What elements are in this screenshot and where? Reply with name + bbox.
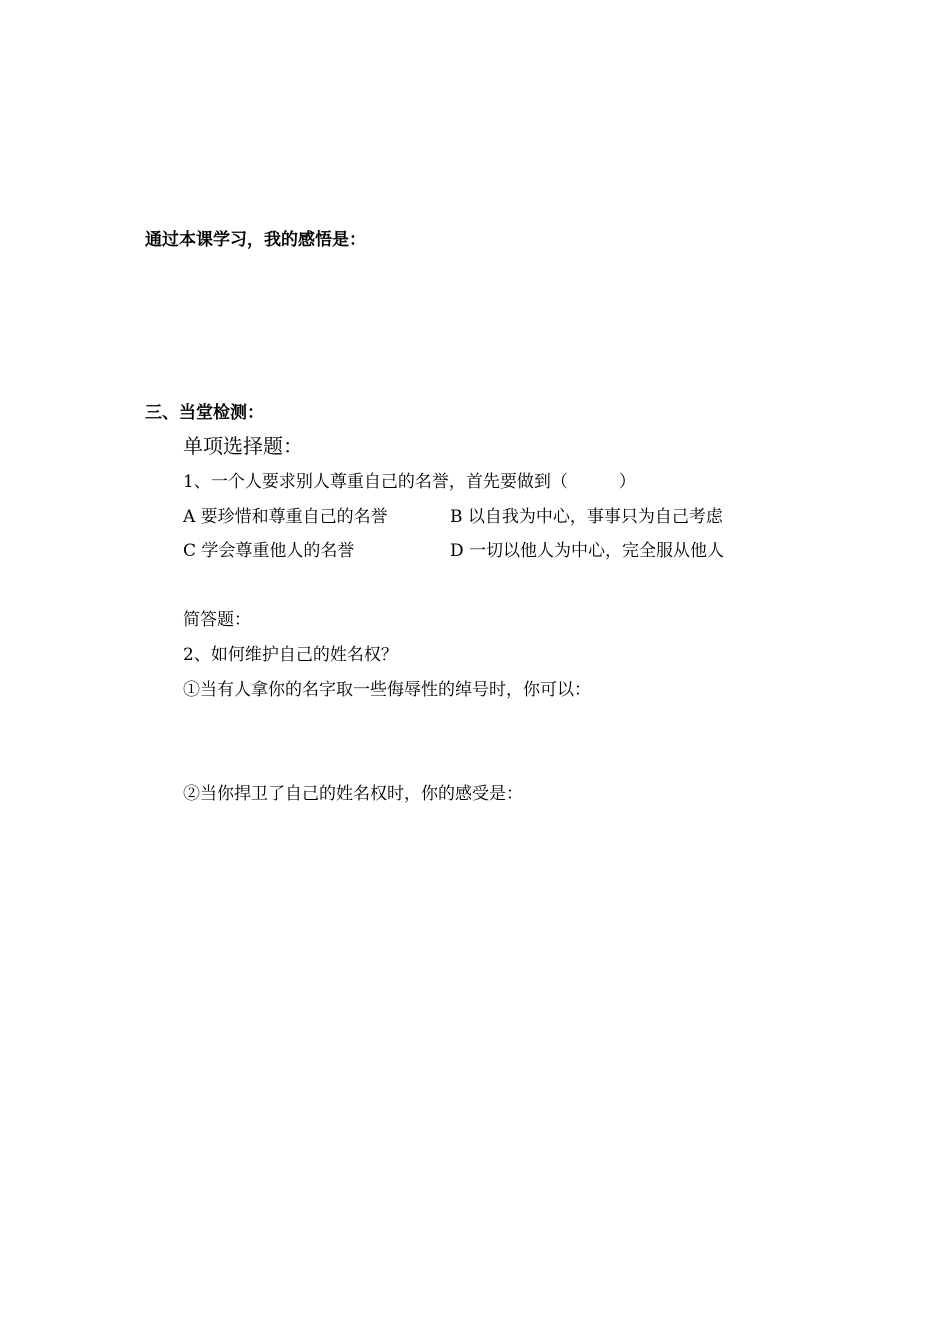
mcq-question: 1、一个人要求别人尊重自己的名誉，首先要做到（ ） xyxy=(183,472,636,492)
mcq-title: 单项选择题： xyxy=(183,434,303,458)
option-c: C 学会尊重他人的名誉 xyxy=(183,541,355,561)
option-d: D 一切以他人为中心，完全服从他人 xyxy=(450,541,725,561)
sub-question-1: ①当有人拿你的名字取一些侮辱性的绰号时，你可以： xyxy=(183,680,591,700)
reflection-prompt: 通过本课学习，我的感悟是： xyxy=(145,230,366,250)
option-b: B 以自我为中心，事事只为自己考虑 xyxy=(450,507,723,527)
short-answer-question: 2、如何维护自己的姓名权？ xyxy=(183,645,398,665)
sub-question-2: ②当你捍卫了自己的姓名权时，你的感受是： xyxy=(183,784,523,804)
option-a: A 要珍惜和尊重自己的名誉 xyxy=(183,507,388,527)
short-answer-title: 简答题： xyxy=(183,610,251,630)
section-heading: 三、当堂检测： xyxy=(145,403,264,423)
